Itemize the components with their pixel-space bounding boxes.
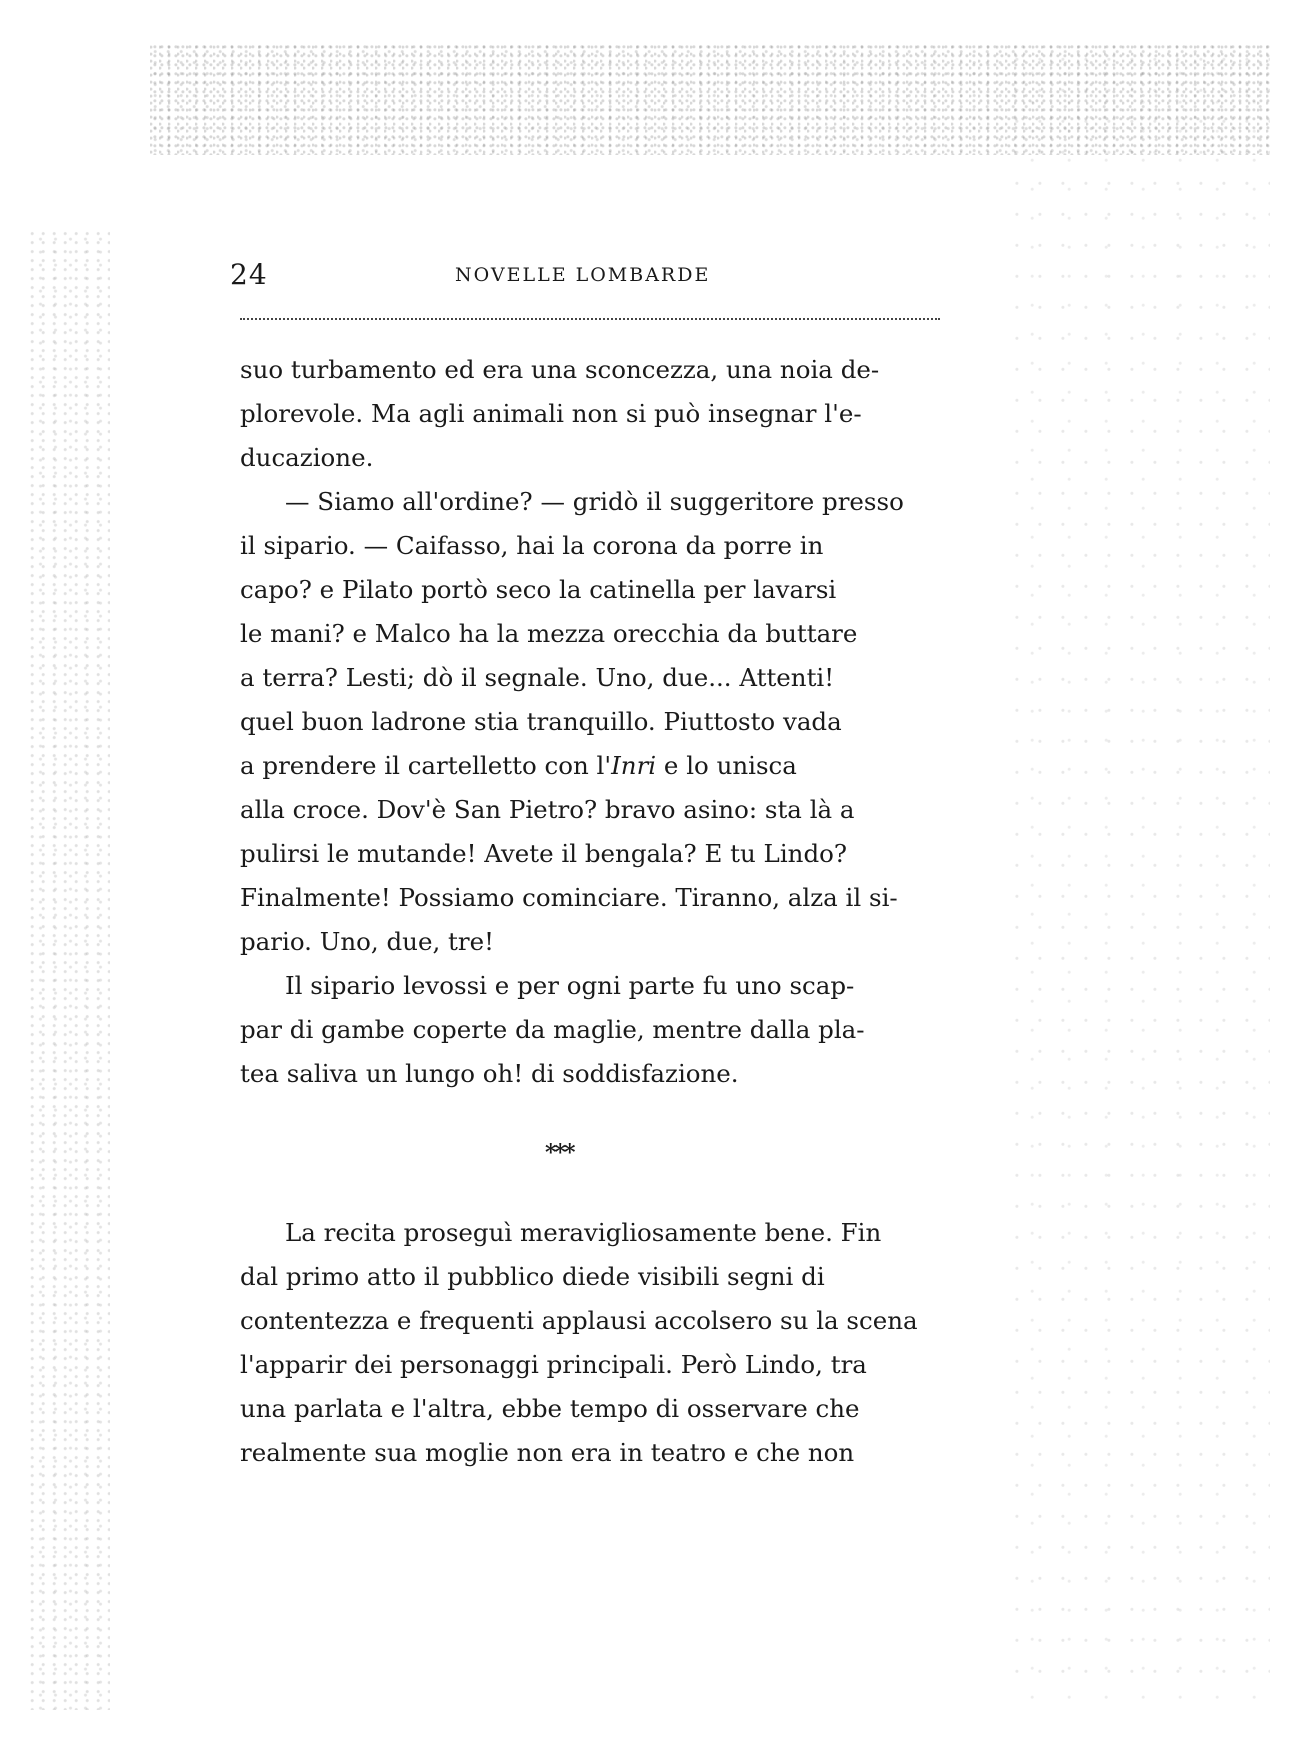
inri-italic: Inri — [611, 751, 657, 780]
running-head — [230, 258, 940, 298]
text-line: dal primo atto il pubblico diede visibili segni di — [240, 1262, 825, 1291]
text-segment: a prendere il cartelletto con l' — [240, 751, 612, 780]
paragraph-4 — [240, 1211, 940, 1475]
text-segment: e lo unisca — [656, 751, 797, 780]
text-line — [240, 751, 797, 780]
text-line: pulirsi le mutande! Avete il bengala? E tu Lindo? — [240, 839, 848, 868]
paragraph-3 — [240, 964, 940, 1096]
text-line: alla croce. Dov'è San Pietro? bravo asino: sta là a — [240, 795, 855, 824]
header-rule — [240, 318, 940, 320]
text-line: una parlata e l'altra, ebbe tempo di osservare che — [240, 1394, 860, 1423]
text-line: realmente sua moglie non era in teatro e che non — [240, 1438, 855, 1467]
text-line: — Siamo all'ordine? — gridò il suggeritore presso — [285, 487, 904, 516]
text-line: par di gambe coperte da maglie, mentre dalla pla- — [240, 1015, 865, 1044]
text-line: ducazione. — [240, 443, 374, 472]
text-line: il sipario. — Caifasso, hai la corona da porre in — [240, 531, 824, 560]
text-line: l'apparir dei personaggi principali. Però Lindo, tra — [240, 1350, 867, 1379]
text-line: Il sipario levossi e per ogni parte fu uno scap- — [285, 971, 855, 1000]
paragraph-2 — [240, 480, 940, 964]
scan-noise-left — [30, 230, 110, 1710]
text-line: Finalmente! Possiamo cominciare. Tiranno, alza il si- — [240, 883, 898, 912]
text-line: le mani? e Malco ha la mezza orecchia da buttare — [240, 619, 858, 648]
asterism: *** — [545, 1140, 574, 1166]
text-line: tea saliva un lungo oh! di soddisfazione. — [240, 1059, 739, 1088]
text-line: contentezza e frequenti applausi accolsero su la scena — [240, 1306, 918, 1335]
text-line: La recita proseguì meravigliosamente bene. Fin — [285, 1218, 882, 1247]
scan-noise-right — [1010, 50, 1270, 1700]
body-text — [240, 348, 940, 1475]
text-line: suo turbamento ed era una sconcezza, una noia de- — [240, 355, 880, 384]
text-line: a terra? Lesti; dò il segnale. Uno, due... Attenti! — [240, 663, 835, 692]
text-line: plorevole. Ma agli animali non si può insegnar l'e- — [240, 399, 862, 428]
paragraph-1 — [240, 348, 940, 480]
page-number: 24 — [230, 258, 268, 291]
text-line: quel buon ladrone stia tranquillo. Piuttosto vada — [240, 707, 842, 736]
running-title: NOVELLE LOMBARDE — [455, 264, 711, 286]
text-line: pario. Uno, due, tre! — [240, 927, 494, 956]
text-line: capo? e Pilato portò seco la catinella per lavarsi — [240, 575, 837, 604]
book-page — [230, 258, 940, 1475]
section-separator — [240, 1111, 940, 1211]
